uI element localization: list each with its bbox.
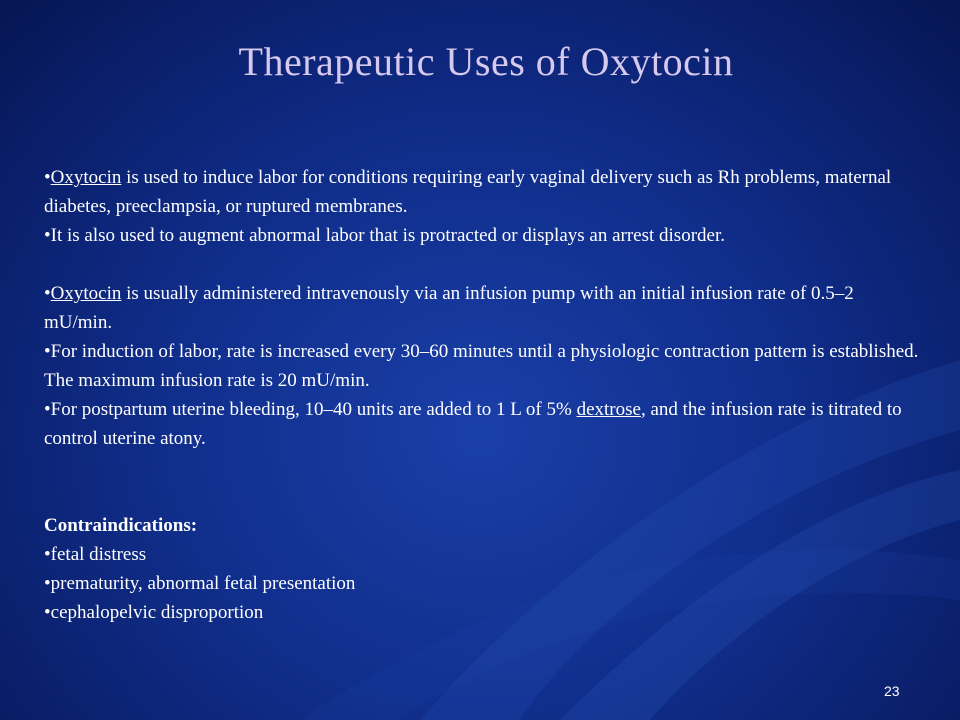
- bullet: •: [44, 602, 51, 623]
- bullet-paragraph: •Oxytocin is used to induce labor for conditions requiring early vaginal delivery such as Rh problems, maternal diabetes, preeclampsia, or ruptured membranes.: [44, 167, 892, 217]
- bullet-paragraph: •Oxytocin is usually administered intravenously via an infusion pump with an initial infusion rate of 0.5–2 mU/min.: [44, 283, 854, 333]
- bullet: •: [44, 573, 51, 594]
- slide-body: [44, 163, 924, 627]
- bullet-paragraph: •It is also used to augment abnormal labor that is protracted or displays an arrest disorder.: [44, 225, 725, 246]
- slide-title: Therapeutic Uses of Oxytocin: [238, 39, 734, 84]
- contraindication-item: •prematurity, abnormal fetal presentation: [44, 573, 356, 594]
- contraindications-heading: Contraindications:: [44, 515, 198, 536]
- bullet: •: [44, 225, 51, 246]
- dextrose-link[interactable]: dextrose: [576, 399, 641, 420]
- bullet-paragraph: •For postpartum uterine bleeding, 10–40 units are added to 1 L of 5% dextrose, and the infusion rate is titrated to control uterine atony.: [44, 399, 902, 449]
- oxytocin-link[interactable]: Oxytocin: [50, 167, 122, 188]
- bullet: •: [44, 399, 51, 420]
- bullet: •: [44, 341, 51, 362]
- bullet: •: [44, 283, 51, 304]
- bullet: •: [44, 167, 51, 188]
- contraindication-item: •fetal distress: [44, 544, 147, 565]
- page-number: 23: [884, 683, 900, 699]
- bullet: •: [44, 544, 51, 565]
- contraindication-item: •cephalopelvic disproportion: [44, 602, 264, 623]
- bullet-paragraph: •For induction of labor, rate is increased every 30–60 minutes until a physiologic contraction pattern is established. The maximum infusion rate is 20 mU/min.: [44, 341, 919, 391]
- oxytocin-link[interactable]: Oxytocin: [50, 283, 122, 304]
